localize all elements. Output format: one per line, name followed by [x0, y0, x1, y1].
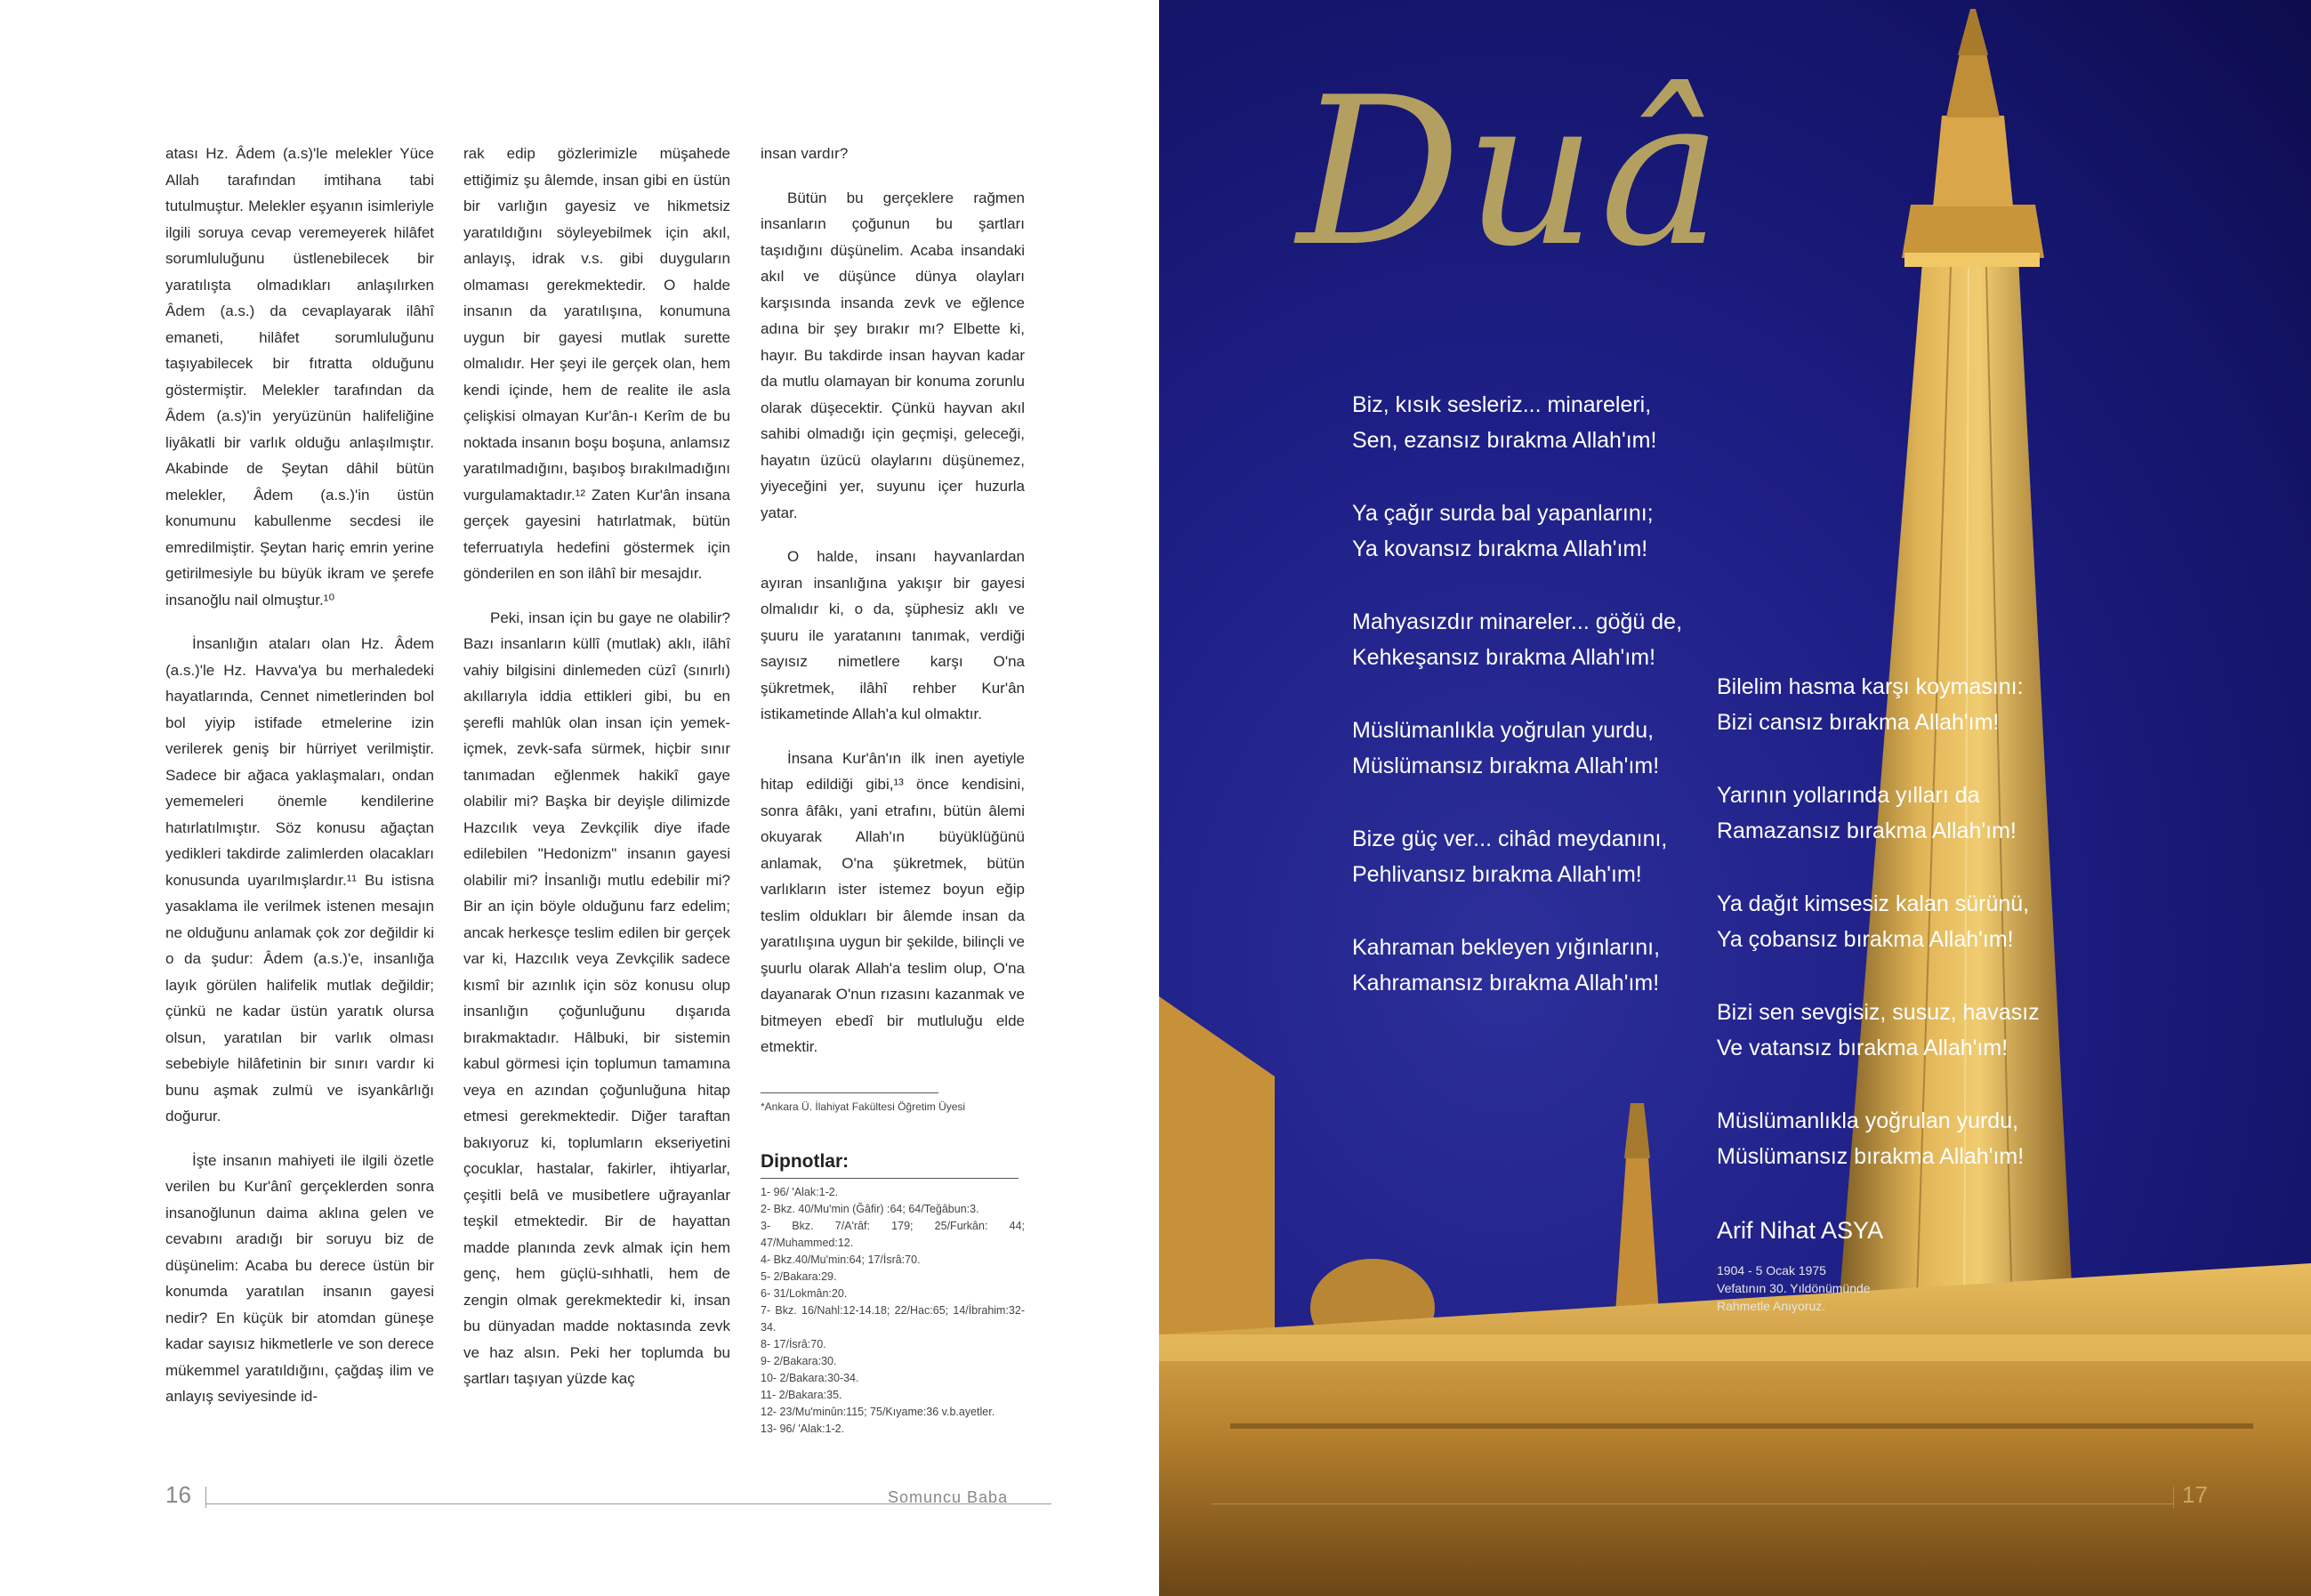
- verse-line: Ya dağıt kimsesiz kalan sürünü,: [1717, 891, 2030, 916]
- verse-line: Bizi cansız bırakma Allah'ım!: [1717, 710, 2000, 735]
- footnote-item: 12- 23/Mu'minûn:115; 75/Kıyame:36 v.b.ayetler.: [761, 1406, 995, 1418]
- footnote-item: 1- 96/ 'Alak:1-2.: [761, 1186, 839, 1198]
- footnote-item: 2- Bkz. 40/Mu'min (Ğâfir) :64; 64/Teğâbun:3.: [761, 1203, 979, 1215]
- stanza: [1717, 886, 2099, 957]
- title: Duâ: [1297, 54, 1726, 292]
- verse-line: Kahramansız bırakma Allah'ım!: [1352, 971, 1660, 995]
- stanza: [1352, 604, 1735, 675]
- footnote-item: 7- Bkz. 16/Nahl:12-14.18; 22/Hac:65; 14/İbrahim:32-34.: [761, 1304, 1025, 1334]
- stanza: [1352, 496, 1735, 567]
- paragraph: İşte insanın mahiyeti ile ilgili özetle verilen bu Kur'ânî gerçeklerden sonra insanoğlunun daima aklına gelen ve cevabını aradığı bir soruyu biz de düşünelim: Acaba bu derece üstün bir konumda yaratılan insanın gayesi nedir? En küçük bir atomdan güneşe kadar sayısız hikmetlerle ve son derece mükemmel yaratıldığını, çağdaş ilim ve anlayış seviyesinde id-: [165, 1151, 434, 1405]
- article-column-1: [165, 141, 434, 1428]
- verse-line: Müslümanlıkla yoğrulan yurdu,: [1352, 718, 1655, 743]
- paragraph: O halde, insanı hayvanlardan ayıran insanlığına yakışır bir gayesi olmalıdır ki, o da, şüphesiz aklı ve şuuru ile yaratanını tanımak, verdiği sayısız nimetlere karşı O'na şükretmek, ilâhî rehber Kur'ân istikametinde Allah'a kul olmaktır.: [761, 548, 1025, 722]
- verse-line: Sen, ezansız bırakma Allah'ım!: [1352, 428, 1657, 453]
- paragraph: Bütün bu gerçeklere rağmen insanların çoğunun bu şartları taşıdığını düşünelim. Acaba insandaki akıl ve düşünce dünya olayları karşısında insanda zevk ve eğlence adına bir şey bırakır mı? Elbette ki, hayır. Bu takdirde insan hayvan kadar da mutlu olamayan bir konuma zorunlu olarak düşecektir. Çünkü hayvan akıl sahibi olmadığı için geçmişi, geleceği, hayatın üzücü olaylarını düşünemez, yiyeceğini yer, suyunu içer huzurla yatar.: [761, 189, 1025, 521]
- paragraph: atası Hz. Âdem (a.s)'le melekler Yüce Allah tarafından imtihana tabi tutulmuştur. Melekler eşyanın isimleriyle ilgili soruya cevap veremeyerek hilâfet sorumluluğunu üstlenebilecek bir yaratılışta olmadıkları anlaşılırken Âdem (a.s.) da cevaplayarak ilâhî emaneti, hilâfet sorumluluğunu taşıyabilecek bir fıtratta olduğunu göstermiştir. Melekler tarafından da Âdem (a.s)'in yeryüzünün halifeliğine liyâkatli bir varlık olduğu anlaşılmıştır. Akabinde de Şeytan dâhil bütün melekler, Âdem (a.s.)'in üstün konumunu kabullenme secdesi ile emredilmiştir. Şeytan hariç emrin yerine getirilmesiyle bu büyük ikram ve şerefe insanoğlu nail olmuştur.¹⁰: [165, 145, 434, 609]
- stanza: [1717, 778, 2099, 849]
- footnote-item: 6- 31/Lokmân:20.: [761, 1287, 848, 1300]
- verse-line: Mahyasızdır minareler... göğü de,: [1352, 609, 1683, 634]
- paragraph: Peki, insan için bu gaye ne olabilir? Bazı insanların küllî (mutlak) aklı, ilâhî vahiy bilgisini dinlemeden cüzî (sınırlı) akıllarıyla iddia ettikleri gibi, bu en şerefli mahlûk olan insan için yemek-içmek, zevk-safa sürmek, hiçbir sınır tanımadan eğlenmek hakikî gaye olabilir mi? Başka bir deyişle dilimizde Hazcılık veya Zevkçilik diye ifade edilebilen "Hedonizm" insanın gayesi olabilir mi? İnsanlığı mutlu edebilir mi? Bir an için böyle olduğunu farz edelim; ancak herkesçe teslim edilen bir gerçek var ki, Hazcılık veya Zevkçilik sadece kısmî bir azınlık için söz konusu olup insanlığın çoğunluğunu dışarıda bırakmaktadır. Hâlbuki, bir sistemin kabul görmesi için toplumun tamamına veya en azından çoğunluğuna hitap etmesi gerekmektedir. Diğer taraftan bakıyoruz ki, toplumların ekseriyetini çocuklar, hastalar, fakirler, ihtiyarlar, çeşitli belâ ve musibetlere uğrayanlar teşkil etmektedir. Bir de hayattan madde planında zevk almak için hem genç, hem güçlü-sıhhatli, hem de zengin olmak gerekmektedir ki, insan bu dünyadan madde noktasında zevk ve haz alsın. Peki her toplumda bu şartları taşıyan yüzde kaç: [463, 609, 730, 1387]
- stanza: [1352, 387, 1735, 458]
- page-number: 16: [165, 1481, 191, 1508]
- paragraph: İnsana Kur'ân'ın ilk inen ayetiyle hitap edildiği gibi,¹³ önce kendisini, sonra âfâkı, yani etrafını, bütün âlemi okuyarak Allah'ın büyüklüğünü anlamak, O'na şükretmek, bütün varlıkların ister istemez boyun eğip teslim oldukları bir âlemde insan da yaratılışına uygun bir şekilde, bilinçli ve şuurlu olarak Allah'a teslim olup, O'na dayanarak O'nun rızasını kazanmak ve bitmeyen ebedî bir mutluluğu elde etmektir.: [761, 749, 1025, 1055]
- stanza: [1352, 930, 1735, 1001]
- verse-line: Pehlivansız bırakma Allah'ım!: [1352, 862, 1642, 887]
- stanza: [1717, 995, 2099, 1066]
- magazine-name: Somuncu Baba: [888, 1488, 1009, 1506]
- poet-info-line: Vefatının 30. Yıldönümünde: [1717, 1281, 1871, 1295]
- poet-info: [1717, 1261, 1871, 1315]
- stanza: [1352, 821, 1735, 892]
- verse-line: Biz, kısık sesleriz... minareleri,: [1352, 392, 1652, 417]
- article-column-2: [463, 141, 730, 1410]
- page-number: 17: [2182, 1481, 2208, 1508]
- verse-line: Bilelim hasma karşı koymasını:: [1717, 674, 2024, 699]
- verse-line: Yarının yollarında yılları da: [1717, 783, 1980, 808]
- paragraph: rak edip gözlerimizle müşahede ettiğimiz şu âlemde, insan gibi en üstün bir varlığın gayesiz ve hikmetsiz yaratıldığını söyleyebilmek için akıl, anlayış, idrak v.s. gibi duyguların olmaması gerekmektedir. O halde insanın da yaratılışına, konumuna uygun bir gayesi mutlak surette olmalıdır. Her şeyi ile gerçek olan, hem kendi içinde, hem de realite ile asla çelişkisi olmayan Kur'ân-ı Kerîm de bu noktada insanın boşu boşuna, anlamsız yaratılmadığını, başıboş bırakılmadığını vurgulamaktadır.¹² Zaten Kur'ân insana gerçek gayesini hatırlatmak, bütün teferruatıyla hedefini göstermek için gönderilen en son ilâhî bir mesajdır.: [463, 145, 730, 582]
- paragraph: insan vardır?: [761, 145, 849, 162]
- poem-left-column: [1352, 387, 1735, 1038]
- footnote-item: 8- 17/İsrâ:70.: [761, 1338, 826, 1350]
- stanza: [1352, 713, 1735, 784]
- verse-line: Ya çağır surda bal yapanlarını;: [1352, 501, 1654, 526]
- article-column-3: [761, 141, 1025, 1438]
- stanza: [1717, 1103, 2099, 1174]
- right-page: [1159, 0, 2311, 1596]
- right-folio: [1212, 1481, 2244, 1517]
- footnote-item: 11- 2/Bakara:35.: [761, 1389, 842, 1401]
- verse-line: Müslümansız bırakma Allah'ım!: [1717, 1144, 2025, 1169]
- verse-line: Bizi sen sevgisiz, susuz, havasız: [1717, 1000, 2040, 1025]
- verse-line: Müslümanlıkla yoğrulan yurdu,: [1717, 1108, 2019, 1133]
- poet-info-line: Rahmetle Anıyoruz.: [1717, 1299, 1826, 1313]
- verse-line: Müslümansız bırakma Allah'ım!: [1352, 754, 1660, 778]
- verse-line: Ve vatansız bırakma Allah'ım!: [1717, 1036, 2009, 1060]
- folio-tick: [205, 1487, 206, 1508]
- footnote-separator: [761, 1092, 938, 1093]
- left-folio: [165, 1481, 1019, 1517]
- paragraph: İnsanlığın ataları olan Hz. Âdem (a.s.)'le Hz. Havva'ya bu merhaledeki hayatlarında, Cennet nimetlerinden bol bol yiyip istifade etmelerine izin verilerek geniş bir hürriyet verilmiştir. Sadece bir ağaca yaklaşmaları, ondan yememeleri önemle kendilerine hatırlatılmıştır. Söz konusu ağaçtan yedikleri takdirde zalimlerden olacakları konusunda uyarılmışlardır.¹¹ Bu istisna yasaklama ile verilmek istenen mesajın ne olduğunu anlamak çok zor değildir ki o da şudur: Âdem (a.s.)'e, insanlığa layık görülen halifelik mutlak değildir; çünkü ne kadar üstün yaratık olursa olsun, yaratılan bir varlık olması sebebiyle hilâfetinin bir sınırı vardır ki bunu aşmak zulmü ve isyankârlığı doğurur.: [165, 635, 434, 1124]
- author-note: *Ankara Ü. İlahiyat Fakültesi Öğretim Üyesi: [761, 1100, 966, 1113]
- stanza: [1717, 669, 2099, 740]
- footnote-item: 9- 2/Bakara:30.: [761, 1355, 837, 1367]
- verse-line: Kehkeşansız bırakma Allah'ım!: [1352, 645, 1656, 670]
- verse-line: Bize güç ver... cihâd meydanını,: [1352, 826, 1668, 851]
- verse-line: Kahraman bekleyen yığınlarını,: [1352, 935, 1661, 960]
- footnotes-title: Dipnotlar:: [761, 1149, 1019, 1180]
- footnotes-list: [761, 1184, 1025, 1438]
- verse-line: Ya çobansız bırakma Allah'ım!: [1717, 927, 2014, 952]
- footnote-item: 4- Bkz.40/Mu'min:64; 17/İsrâ:70.: [761, 1253, 921, 1266]
- poet-name: Arif Nihat ASYA: [1717, 1217, 1884, 1244]
- footnote-item: 3- Bkz. 7/A'râf: 179; 25/Furkân: 44; 47/Muhammed:12.: [761, 1220, 1025, 1249]
- poet-info-line: 1904 - 5 Ocak 1975: [1717, 1263, 1826, 1278]
- footnote-item: 13- 96/ 'Alak:1-2.: [761, 1423, 845, 1435]
- footnote-item: 5- 2/Bakara:29.: [761, 1270, 837, 1283]
- folio-tick: [2173, 1487, 2174, 1508]
- folio-rule: [1212, 1503, 2173, 1504]
- verse-line: Ramazansız bırakma Allah'ım!: [1717, 818, 2017, 843]
- verse-line: Ya kovansız bırakma Allah'ım!: [1352, 536, 1648, 561]
- poem-right-column: [1717, 669, 2099, 1212]
- footnote-item: 10- 2/Bakara:30-34.: [761, 1372, 859, 1384]
